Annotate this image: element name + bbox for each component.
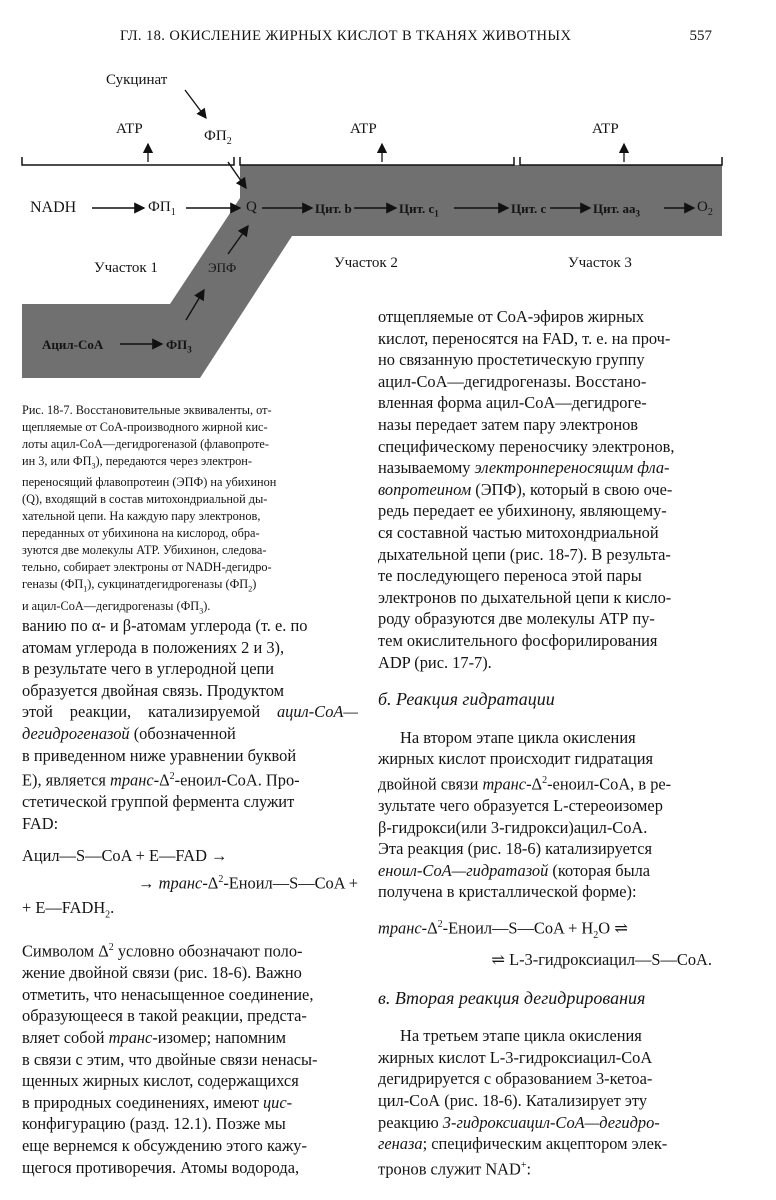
- succinate-label: Сукцинат: [106, 72, 168, 88]
- oxygen-label: $O_2$: [697, 199, 713, 218]
- acyl-coa-label: Ацил-CoA: [42, 337, 104, 352]
- equation-2: транс-$\Delta^2-Еноил—S—CoA + H_2O$ ⇌ ⇌ L-3-гидроксиацил—S—CoA.: [378, 918, 712, 969]
- etf-label: ЭПФ: [208, 260, 237, 275]
- ubiquinone-q-label: Q: [246, 199, 257, 215]
- equation-1: Ацил—S—CoA + E—FAD → → транс-$\Delta^2-Еноил—S—CoA$ + + $E—FADH_2$.: [22, 846, 358, 921]
- right-column: отщепляемые от СоА-эфиров жирных кислот, переносятся на FAD, т. е. на проч- но связанную простетическую группу ацил-СоА—дегидрогеназы. Восстано- вленная форма ацил-СоА—дегидроге- назы передает затем пару электронов специфическому переносчику электронов, называемому электронпереносящим фла- вопротеином (ЭПФ), который в свою оче- редь передает ее убихинону, являющему- ся составной частью митохондриальной дыхательной цепи (рис. 18-7). В результа- те последующего переноса этой пары электронов по дыхательной цепи к кисло- роду образуются две молекулы АТР пу- тем окислительного фосфорилирования ADP (рис. 17-7). б. Реакция гидратации На втором этапе цикла окисления жирных кислот происходит гидратация двойной связи транс-$\Delta^2-еноил$-СоА, в ре- зультате чего образуется L-стереоизомер β-гидрокси(или 3-гидрокси)ацил-СоА. Эта реакция (рис. 18-6) катализируется еноил-СоА—гидратазой (которая была получена в кристаллической форме): транс-$\Delta^2-Еноил—S—CoA + H_2O$ ⇌ ⇌ L-3-гидроксиацил—S—CoA. в. Вторая реакция дегидрирования На третьем этапе цикла окисления жирных кислот L-3-гидроксиацил-СоА дегидрируется с образованием 3-кетоа- цил-СоА (рис. 18-6). Катализирует эту реакцию 3-гидроксиацил-СоА—дегидро- геназа; специфическим акцептором элек- тронов служит NAD+:: [378, 307, 712, 1179]
- atp-label-3: ATP: [592, 121, 619, 137]
- site-bracket-2: [240, 157, 514, 165]
- succinate-arrow: [185, 90, 206, 118]
- section-title-second-dehydrogenation: в. Вторая реакция дегидрирования: [378, 987, 646, 1008]
- page-header: [0, 28, 776, 52]
- nadh-label: NADH: [30, 199, 77, 216]
- site-bracket-1: [22, 157, 234, 165]
- cyt-c1-label: Цит. $c_1$: [399, 201, 439, 219]
- site-2-label: Участок 2: [334, 255, 398, 271]
- left-column: ванию по α- и β-атомам углерода (т. е. по атомам углерода в положениях 2 и 3), в результате чего в углеродной цепи образуется двойная связь. Продуктом этой реакции, катализируемой ацил-СоА—дегидрогеназой (обозначенной в приведенном ниже уравнении буквой Е), является транс-$\Delta^2-еноил$-СоА. Про- стетической группой фермента служит FAD: Ацил—S—CoA + E—FAD → → транс-$\Delta^2-Еноил—S—CoA$ + + $E—FADH_2$. Символом $\Delta^2$ условно обозначают поло- жение двойной связи (рис. 18-6). Важно отметить, что ненасыщенное соединение, образующееся в такой реакции, предста- вляет собой транс-изомер; напомним в связи с этим, что двойные связи ненасы- щенных жирных кислот, содержащихся в природных соединениях, имеют цис- конфигурацию (разд. 12.1). Позже мы еще вернемся к обсуждению этого кажу- щегося противоречия. Атомы водорода,: [22, 616, 358, 1177]
- site-3-label: Участок 3: [568, 255, 632, 271]
- fp2-label: $ФП_2$: [204, 128, 232, 147]
- figure-caption: Рис. 18-7. Восстановительные эквиваленты, от- щепляемые от СоА-производного жирной кис- лоты ацил-СоА—дегидрогеназой (флавопроте- ин 3, или $ФП_3$), передаются через электрон- переносящий флавопротеин (ЭПФ) на убихинон (Q), входящий в состав митохондриальной ды- хательной цепи. На каждую пару электронов, переданных от убихинона на кислород, обра- зуются две молекулы АТР. Убихинон, следова- тельно, собирает электроны от NADH-дегидро- геназы $(ФП_1)$, сукцинатдегидрогеназы $(ФП_2)$ и ацил-СоА—дегидрогеназы $(ФП_3)$.: [22, 403, 277, 616]
- running-title: ГЛ. 18. ОКИСЛЕНИЕ ЖИРНЫХ КИСЛОТ В ТКАНЯХ ЖИВОТНЫХ: [120, 28, 572, 44]
- site-bracket-3: [520, 157, 722, 165]
- cyt-aa3-label: Цит. $aa_3$: [593, 201, 641, 219]
- atp-label-2: ATP: [350, 121, 377, 137]
- section-title-hydration: б. Реакция гидратации: [378, 689, 555, 710]
- site-1-label: Участок 1: [94, 260, 158, 276]
- cyt-b-label: Цит. b: [315, 201, 352, 216]
- fp1-label: $ФП_1$: [148, 199, 176, 218]
- cyt-c-label: Цит. c: [511, 201, 547, 216]
- atp-label-1: ATP: [116, 121, 143, 137]
- page-number: 557: [689, 28, 712, 44]
- fp3-label: $ФП_3$: [166, 337, 192, 355]
